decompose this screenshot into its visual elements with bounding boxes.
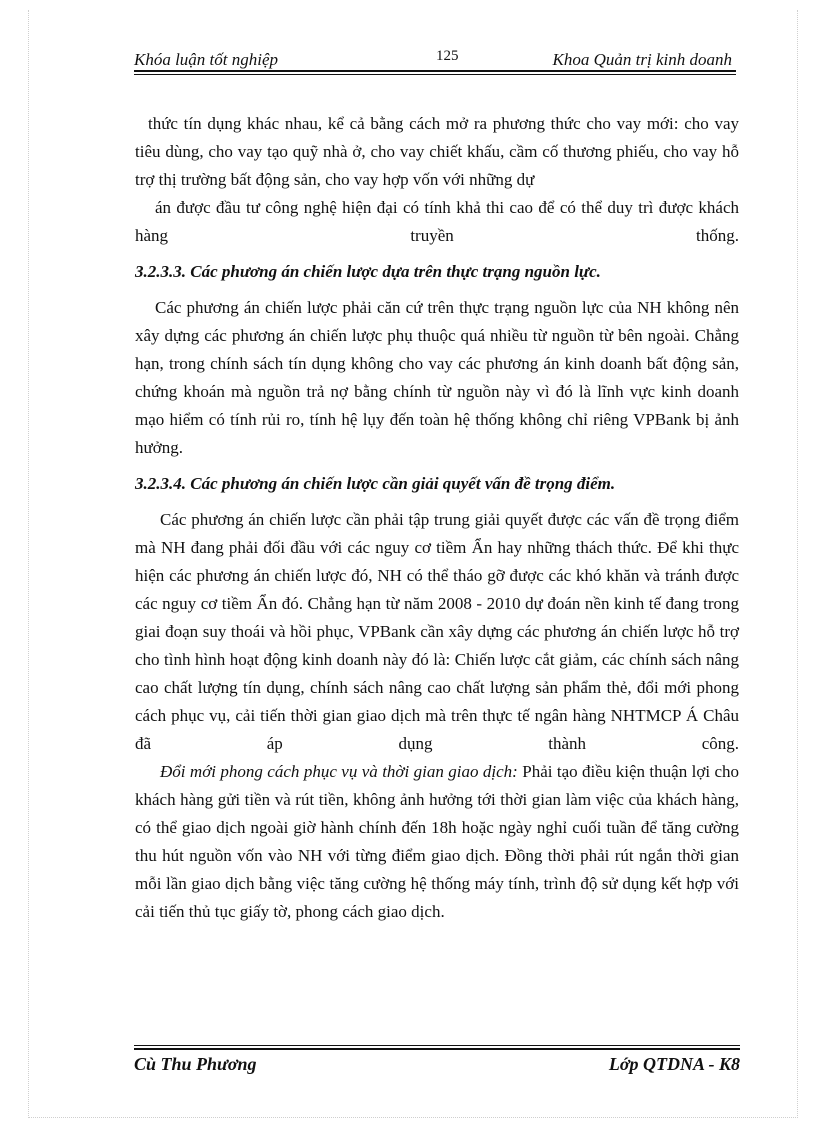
header-thesis-label: Khóa luận tốt nghiệp — [134, 50, 279, 69]
footer-rule-thin — [134, 1045, 740, 1046]
paragraph-3: Các phương án chiến lược cần phải tập trung giải quyết được các vấn đề trọng điểm mà NH đang phải đối đầu với các nguy cơ tiềm Ẩn hay những thách thức. Để khi thực hiện các phương án chiến lược đó, NH có thể tháo gỡ được các khó khăn và tránh được các nguy cơ tiềm Ẩn đó. Chẳng hạn từ năm 2008 - 2010 dự đoán nền kinh tế đang trong giai đoạn suy thoái và hồi phục, VPBank cần xây dựng các phương án chiến lược hỗ trợ cho tình hình hoạt động kinh doanh này đó là: Chiến lược cắt giảm, các chính sách nâng cao chất lượng tín dụng, chính sách nâng cao chất lượng sản phẩm thẻ, đổi mới phong cách phục vụ, cải tiến thời gian giao dịch mà trên thực tế ngân hàng NHTMCP Á Châu đã áp dụng thành công. — [135, 510, 739, 753]
section-heading-3-2-3-3: 3.2.3.3. Các phương án chiến lược dựa trên thực trạng nguồn lực. — [135, 262, 601, 281]
header-rule — [134, 70, 736, 72]
paragraph-4-rest: Phải tạo điều kiện thuận lợi cho khách hàng gửi tiền và rút tiền, không ảnh hưởng tới thời gian làm việc của khách hàng, có thể giao dịch ngoài giờ hành chính đến 18h hoặc ngày nghỉ cuối tuần để tăng cường thu hút nguồn vốn vào NH với từng điểm giao dịch. Đồng thời phải rút ngắn thời gian mỗi lần giao dịch bằng việc tăng cường hệ thống máy tính, trình độ sử dụng kết hợp với cải tiến thủ tục giấy tờ, phong cách giao dịch. — [135, 762, 739, 921]
paragraph-2: Các phương án chiến lược phải căn cứ trên thực trạng nguồn lực của NH không nên xây dựng các phương án chiến lược phụ thuộc quá nhiều từ nguồn từ bên ngoài. Chẳng hạn, trong chính sách tín dụng không cho vay các phương án kinh doanh bất động sản, chứng khoán mà nguồn trả nợ bằng chính từ nguồn này vì đó là lĩnh vực kinh doanh mạo hiểm có tính rủi ro, tính hệ lụy đến toàn hệ thống không chỉ riêng VPBank bị ảnh hưởng. — [135, 298, 739, 457]
header-faculty-label: Khoa Quản trị kinh doanh — [552, 50, 732, 69]
paragraph-1b: án được đầu tư công nghệ hiện đại có tính khả thi cao để có thể duy trì được khách hàng truyền thống. — [135, 198, 739, 245]
page-content — [135, 110, 739, 926]
section-heading-3-2-3-4: 3.2.3.4. Các phương án chiến lược cần giải quyết vấn đề trọng điểm. — [135, 474, 616, 493]
header-rule-thin — [134, 74, 736, 75]
paragraph-4-lead: Đổi mới phong cách phục vụ và thời gian giao dịch: — [160, 762, 518, 781]
page-number: 125 — [436, 48, 459, 64]
footer-author: Cù Thu Phương — [134, 1054, 257, 1074]
paragraph-4 — [135, 758, 739, 926]
footer-rule — [134, 1048, 740, 1050]
footer-class: Lớp QTDNA - K8 — [608, 1054, 740, 1074]
paragraph-1: thức tín dụng khác nhau, kể cả bằng cách mở ra phương thức cho vay mới: cho vay tiêu dùng, cho vay tạo quỹ nhà ở, cho vay chiết khấu, cầm cố thương phiếu, cho vay hỗ trợ thị trường bất động sản, cho vay hợp vốn với những dự — [135, 114, 739, 189]
